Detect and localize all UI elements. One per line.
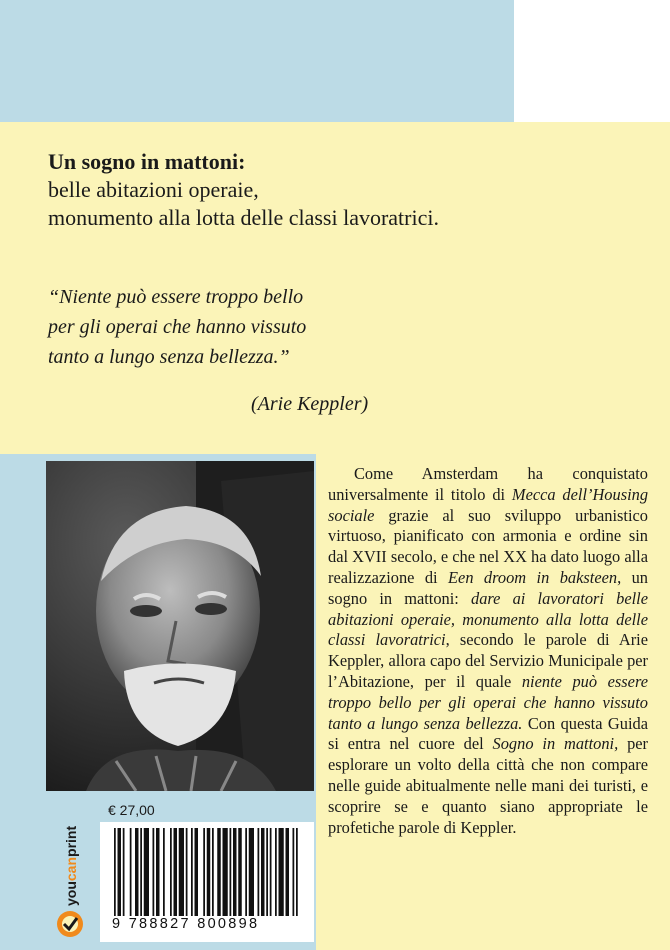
barcode-bar [258, 828, 260, 916]
barcode-bar [230, 828, 232, 916]
description-emphasis-1: Mecca dell’Housing sociale [328, 484, 649, 525]
barcode-bar [270, 828, 272, 916]
publisher-logo [46, 806, 94, 942]
svg-text:youcanprint: youcanprint [63, 825, 79, 906]
quote-author: (Arie Keppler) [251, 393, 369, 415]
barcode-bar [186, 828, 188, 916]
barcode-bar [286, 828, 290, 916]
description-emphasis-4: niente può essere troppo bello per gli operai che hanno vissuto tanto a lungo senza bellezza. [328, 671, 648, 733]
quote [48, 282, 448, 372]
barcode-bar [195, 828, 199, 916]
barcode-bar [223, 828, 228, 916]
barcode-bar [207, 828, 211, 916]
barcode-bar [163, 828, 165, 916]
quote-line-2: per gli operai che hanno vissuto [48, 316, 307, 338]
description-emphasis-5: Sogno in mattoni, [492, 734, 619, 754]
barcode-bar [179, 828, 184, 916]
isbn-number: 9 788827 800898 [112, 916, 260, 932]
description-part-4: , secondo le parole di Arie Keppler, allora capo del Servizio Municipale per l’Abitazione, per il quale [328, 630, 648, 691]
author-photo [46, 461, 314, 791]
barcode-bar [275, 828, 277, 916]
quote-line-3: tanto a lungo senza bellezza.” [48, 346, 290, 368]
barcode-bar [212, 828, 214, 916]
description-part-3: , un sogno in mattoni: [328, 567, 648, 608]
barcode-bar [191, 828, 193, 916]
barcode-bar [296, 828, 298, 916]
barcode-bar [233, 828, 237, 916]
barcode-bar [170, 828, 172, 916]
barcode-bar [217, 828, 221, 916]
barcode-bar [140, 828, 142, 916]
barcode-bar [156, 828, 160, 916]
barcode-bar [130, 828, 132, 916]
barcode-bar [153, 828, 155, 916]
description-part-6: per esplorare un volto della città che non compare nelle guide abitualmente nelle mani dei turisti, e scoprire se e quanto siano appropriate le profetiche parole di Keppler. [328, 734, 649, 837]
barcode-bar [135, 828, 139, 916]
barcode-bar [293, 828, 295, 916]
description-emphasis-2: Een droom in baksteen [448, 567, 618, 587]
barcode-bar [203, 828, 205, 916]
barcode-bar [123, 828, 125, 916]
barcode-bar [114, 828, 116, 916]
quote-line-1: “Niente può essere troppo bello [48, 286, 304, 308]
heading-subtitle-2: monumento alla lotta delle classi lavoratrici. [48, 205, 439, 230]
barcode-bars [114, 828, 300, 916]
barcode-bar [245, 828, 247, 916]
barcode-bar [238, 828, 242, 916]
barcode-bar [118, 828, 122, 916]
description-emphasis-3: dare ai lavoratori belle abitazioni operaie, monumento alla lotta delle classi lavoratrici [328, 588, 648, 650]
barcode-bar [144, 828, 149, 916]
description-part-2: grazie al suo sviluppo urbanistico virtuoso, pianificato con armonia e ordine sin dal XVII secolo, e che nel XX ha dato luogo alla realizzazione di [328, 505, 648, 587]
barcode-bar [279, 828, 284, 916]
description-text [328, 464, 648, 838]
barcode-bar [261, 828, 265, 916]
cover-heading [48, 148, 648, 232]
heading-subtitle-1: belle abitazioni operaie, [48, 177, 259, 202]
barcode-bar [266, 828, 268, 916]
price-label: € 27,00 [108, 802, 155, 818]
description-part-1: Come Amsterdam ha conquistato universalmente il titolo di [328, 464, 648, 504]
heading-title: Un sogno in mattoni: [48, 149, 246, 174]
description-part-5: Con questa Guida si entra nel cuore del [328, 713, 648, 754]
barcode-bar [249, 828, 254, 916]
top-white-panel [514, 0, 670, 122]
barcode-bar [174, 828, 178, 916]
barcode [100, 822, 314, 942]
